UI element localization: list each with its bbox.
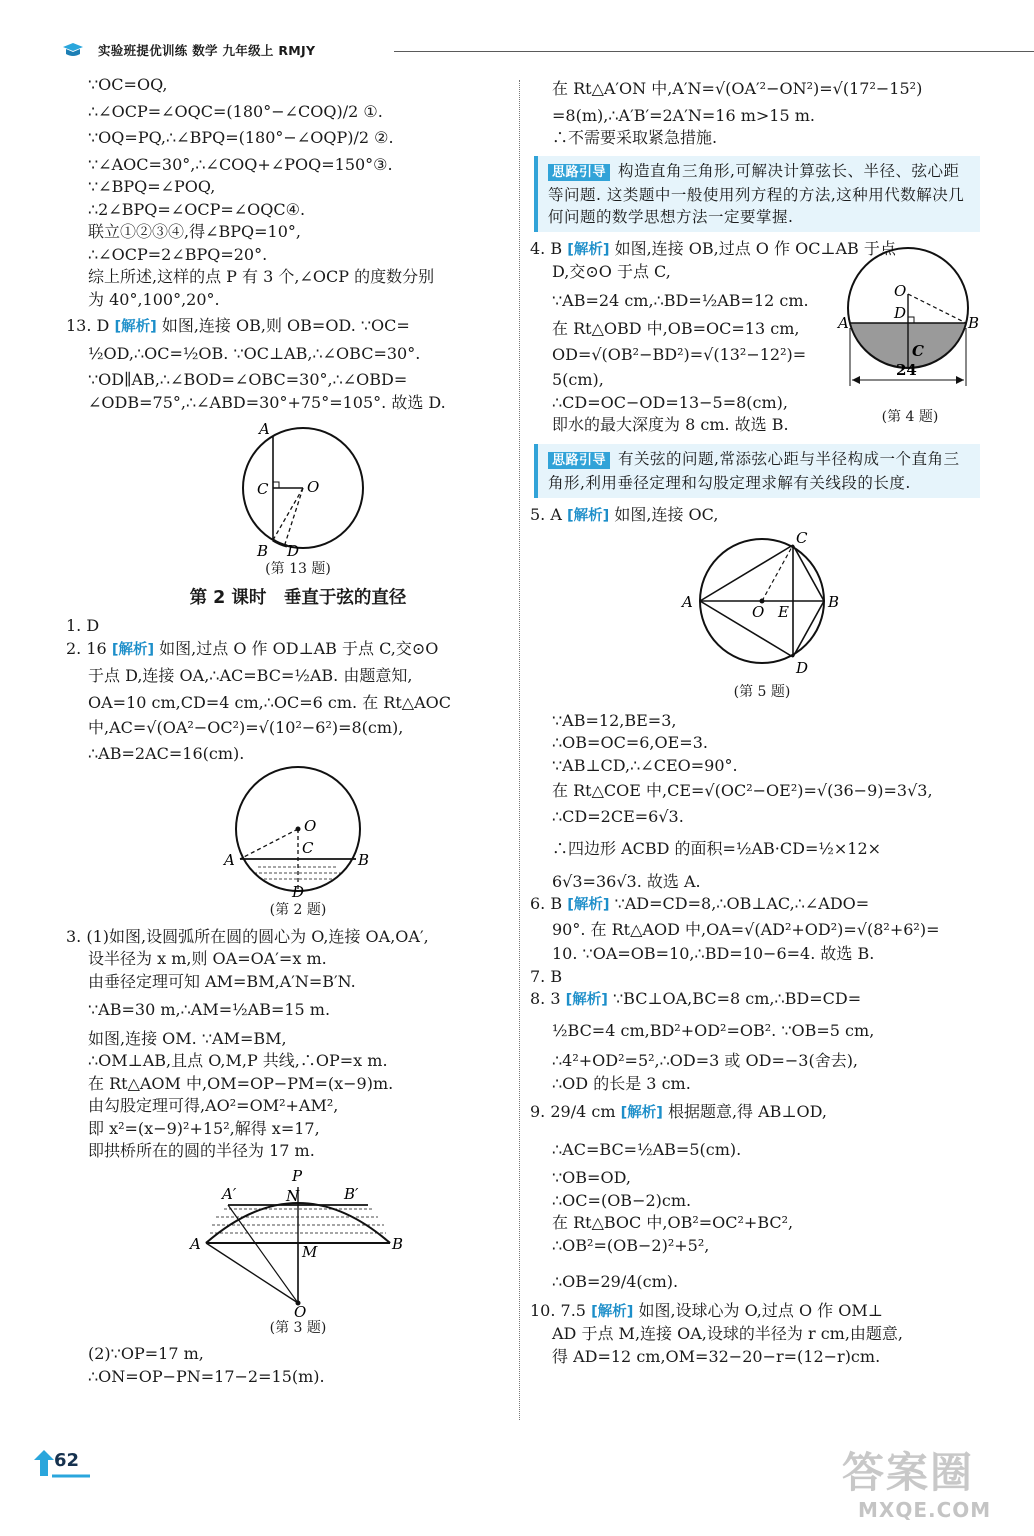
analysis-tag: [解析]	[114, 319, 157, 335]
label-o: O	[304, 817, 317, 835]
label-o: O	[752, 603, 765, 621]
text-line: 中,AC=√(OA²−OC²)=√(10²−6²)=8(cm),	[88, 718, 404, 737]
tip-box-1	[534, 156, 980, 232]
page-header	[62, 40, 972, 62]
question-7: 7. B	[530, 966, 563, 986]
question-number: 4. B	[530, 238, 563, 258]
text-line: ∴CD=2CE=6√3.	[552, 806, 684, 826]
analysis-tag: [解析]	[565, 992, 608, 1008]
text-line: 根据题意,得 AB⊥OD,	[667, 1102, 827, 1121]
analysis-tag: [解析]	[111, 641, 155, 658]
figure-5	[672, 529, 852, 679]
analysis-tag: [解析]	[591, 1303, 634, 1320]
question-3	[66, 926, 508, 1389]
text-line: OD=√(OB²−BD²)=√(13²−12²)=	[552, 344, 807, 364]
label-d: D	[796, 659, 809, 677]
text-line: ∴OB=29/4(cm).	[552, 1272, 679, 1291]
analysis-tag: [解析]	[567, 897, 610, 913]
label-m: M	[302, 1242, 318, 1261]
text-line: 即拱桥所在的圆的半径为 17 m.	[88, 1141, 315, 1160]
text-line: ∵BC⊥OA,BC=8 cm,∴BD=CD=	[612, 989, 862, 1008]
column-divider	[519, 80, 520, 1420]
text-line: ∴四边形 ACBD 的面积=½AB·CD=½×12×	[552, 839, 882, 858]
text-line: OA=10 cm,CD=4 cm,∴OC=6 cm. 在 Rt△AOC	[88, 692, 452, 712]
text-line: ∵OD∥AB,∴∠BOD=∠OBC=30°,∴∠OBD=	[88, 370, 408, 389]
text-line: 即 x²=(x−9)²+15²,解得 x=17,	[88, 1118, 320, 1138]
text-line: (2)∵OP=17 m,	[88, 1344, 204, 1363]
label-b-prime: B′	[344, 1184, 359, 1203]
text-line: ∴AB=2AC=16(cm).	[88, 743, 245, 763]
question-number: 10. 7.5	[530, 1300, 586, 1320]
text-line: 由垂径定理可知 AM=BM,A′N=B′N.	[88, 971, 356, 991]
label-a: A	[224, 851, 235, 869]
text-line: ∵∠AOC=30°,∴∠COQ+∠POQ=150°③.	[88, 154, 393, 174]
text-line: 90°. 在 Rt△AOD 中,OA=√(AD²+OD²)=√(8²+6²)=	[552, 919, 940, 939]
figure-2	[218, 767, 378, 901]
text-line: 如图,连接 OB,则 OB=OD. ∵OC=	[161, 316, 410, 335]
text-line: ∴不需要采取紧急措施.	[552, 128, 718, 147]
text-line: ∵OC=OQ,	[88, 75, 168, 94]
label-c: C	[912, 341, 924, 360]
figure-caption: (第 2 题)	[269, 902, 327, 918]
text-line: ∴∠OCP=2∠BPQ=20°.	[88, 244, 268, 264]
text-line: 如图,设球心为 O,过点 O 作 OM⊥	[638, 1300, 883, 1320]
text-line: 3. (1)如图,设圆弧所在圆的圆心为 O,连接 OA,OA′,	[66, 926, 429, 946]
question-6	[530, 893, 972, 966]
text-line: 10. ∵OA=OB=10,∴BD=10−6=4. 故选 B.	[552, 944, 875, 963]
text-line: 即水的最大深度为 8 cm. 故选 B.	[552, 415, 789, 434]
label-n: N	[286, 1186, 300, 1205]
label-b: B	[968, 313, 980, 332]
tip-text: 有关弦的问题,常添弦心距与半径构成一个直角三角形,利用垂径定理和勾股定理求解有关线段的长度.	[548, 449, 960, 492]
figure-caption: (第 3 题)	[269, 1319, 327, 1336]
text-line: 6√3=36√3. 故选 A.	[552, 871, 701, 891]
text-line: ∵AB=12,BE=3,	[552, 710, 677, 730]
text-line: 5(cm),	[552, 370, 604, 389]
text-line: 由勾股定理可得,AO²=OM²+AM²,	[88, 1096, 339, 1115]
text-line: 综上所述,这样的点 P 有 3 个,∠OCP 的度数分别	[88, 267, 435, 286]
question-9	[530, 1101, 972, 1294]
text-line: 设半径为 x m,则 OA=OA′=x m.	[88, 949, 327, 968]
watermark-logo-text: 答案圈	[842, 1448, 975, 1497]
text-line: 在 Rt△BOC 中,OB²=OC²+BC²,	[552, 1213, 794, 1232]
text-line: ∵AB⊥CD,∴∠CEO=90°.	[552, 755, 738, 775]
text-line: 如图,过点 O 作 OD⊥AB 于点 C,交⊙O	[159, 638, 439, 658]
label-d: D	[292, 883, 305, 901]
question-number: 13. D	[66, 316, 110, 335]
label-b: B	[828, 593, 840, 611]
question-number: 9. 29/4 cm	[530, 1102, 616, 1121]
text-line: ∴OM⊥AB,且点 O,M,P 共线,∴OP=x m.	[88, 1051, 388, 1070]
question-number: 8. 3	[530, 989, 561, 1008]
text-line: 如图,连接 OC,	[614, 504, 719, 524]
question-13	[66, 315, 508, 581]
right-column	[530, 74, 980, 1368]
text-line: ∴OC=(OB−2)cm.	[552, 1190, 692, 1210]
text-line: ½OD,∴OC=½OB. ∵OC⊥AB,∴∠OBC=30°.	[88, 343, 421, 363]
tip-label: 思路引导	[548, 164, 610, 181]
label-a: A	[682, 593, 693, 611]
figure-13	[223, 416, 373, 560]
label-o: O	[307, 478, 320, 496]
text-line: 为 40°,100°,20°.	[88, 289, 220, 309]
text-line: ∵∠BPQ=∠POQ,	[88, 177, 216, 196]
watermark-url: MXQE.COM	[858, 1498, 992, 1522]
text-line: ∠ODB=75°,∴∠ABD=30°+75°=105°. 故选 D.	[88, 392, 446, 412]
analysis-tag: [解析]	[567, 241, 610, 258]
label-b: B	[358, 851, 370, 869]
text-line: ∵OQ=PQ,∴∠BPQ=(180°−∠OQP)/2 ②.	[88, 128, 394, 147]
text-line: ∵AD=CD=8,∴OB⊥AC,∴∠ADO=	[614, 894, 870, 913]
figure-caption: (第 4 题)	[881, 409, 939, 425]
text-line: ½BC=4 cm,BD²+OD²=OB². ∵OB=5 cm,	[552, 1020, 875, 1040]
label-o: O	[294, 1302, 307, 1321]
text-line: ∴AC=BC=½AB=5(cm).	[552, 1139, 742, 1159]
question-1: 1. D	[66, 616, 100, 635]
text-line: 联立①②③④,得∠BPQ=10°,	[88, 222, 301, 241]
text-line: ∵OB=OD,	[552, 1168, 631, 1187]
question-number: 5. A	[530, 504, 562, 524]
text-line: 在 Rt△COE 中,CE=√(OC²−OE²)=√(36−9)=3√3,	[552, 781, 933, 800]
tip-label: 思路引导	[548, 452, 610, 469]
question-4	[530, 238, 980, 438]
text-line: =8(m),∴A′B′=2A′N=16 m>15 m.	[552, 105, 815, 125]
figure-3	[188, 1165, 408, 1321]
text-line: 如图,连接 OM. ∵AM=BM,	[88, 1028, 287, 1048]
analysis-tag: [解析]	[567, 507, 610, 524]
text-line: D,交⊙O 于点 C,	[552, 262, 671, 281]
watermark	[830, 1440, 1000, 1530]
text-line: ∴OD 的长是 3 cm.	[552, 1073, 691, 1093]
text-line: ∵AB=30 m,∴AM=½AB=15 m.	[88, 1000, 331, 1019]
label-b: B	[257, 542, 269, 560]
analysis-tag: [解析]	[620, 1105, 663, 1121]
text-line: ∴4²+OD²=5²,∴OD=3 或 OD=−3(舍去),	[552, 1051, 859, 1070]
text-line: 如图,连接 OB,过点 O 作 OC⊥AB 于点	[614, 238, 896, 258]
text-line: ∴ON=OP−PN=17−2=15(m).	[88, 1366, 325, 1386]
section-title: 第 2 课时 垂直于弦的直径	[189, 587, 407, 608]
question-8	[530, 988, 972, 1095]
label-a-prime: A′	[222, 1184, 237, 1203]
question-10	[530, 1300, 972, 1369]
text-line: ∴OB²=(OB−2)²+5²,	[552, 1235, 710, 1255]
header-title: 实验班提优训练 数学 九年级上 RMJY	[98, 43, 316, 58]
label-p: P	[292, 1166, 303, 1185]
tip-text: 构造直角三角形,可解决计算弦长、半径、弦心距等问题. 这类题中一般使用列方程的方法,这种用代数解决几何问题的数学思想方法一定要掌握.	[548, 161, 965, 226]
dimension-label: 24	[896, 360, 917, 379]
left-p1	[88, 74, 508, 311]
header-rule	[394, 51, 1034, 52]
question-2	[66, 638, 508, 922]
label-e: E	[778, 603, 789, 621]
question-number: 2. 16	[66, 638, 107, 658]
text-line: 于点 D,连接 OA,∴AC=BC=½AB. 由题意知,	[88, 666, 413, 685]
label-a: A	[838, 313, 849, 332]
label-c: C	[257, 480, 269, 498]
label-a: A	[190, 1234, 201, 1253]
text-line: 在 Rt△A′ON 中,A′N=√(OA′²−ON²)=√(17²−15²)	[552, 79, 923, 98]
book-logo-icon	[62, 42, 84, 58]
question-5	[530, 504, 972, 894]
left-column	[66, 74, 508, 1388]
text-line: 得 AD=12 cm,OM=32−20−r=(12−r)cm.	[552, 1346, 881, 1366]
label-o: O	[894, 281, 907, 300]
label-c: C	[302, 839, 314, 857]
text-line: ∴CD=OC−OD=13−5=8(cm),	[552, 392, 789, 412]
label-b: B	[392, 1234, 404, 1253]
label-d: D	[894, 303, 907, 322]
question-number: 6. B	[530, 894, 563, 913]
text-line: ∴OB=OC=6,OE=3.	[552, 733, 708, 752]
page-number-badge	[30, 1448, 94, 1478]
label-a: A	[259, 420, 270, 438]
text-line: 在 Rt△AOM 中,OM=OP−PM=(x−9)m.	[88, 1073, 394, 1093]
text-line: AD 于点 M,连接 OA,设球的半径为 r cm,由题意,	[552, 1324, 903, 1343]
label-d: D	[287, 542, 300, 560]
tip-box-2	[534, 444, 980, 498]
page-number: 62	[54, 1450, 80, 1471]
label-c: C	[796, 529, 808, 547]
text-line: ∴2∠BPQ=∠OCP=∠OQC④.	[88, 199, 306, 219]
figure-caption: (第 5 题)	[733, 684, 791, 700]
figure-4	[840, 244, 980, 414]
text-line: ∵AB=24 cm,∴BD=½AB=12 cm.	[552, 290, 809, 310]
text-line: 在 Rt△OBD 中,OB=OC=13 cm,	[552, 319, 800, 338]
figure-caption: (第 13 题)	[265, 561, 331, 577]
text-line: ∴∠OCP=∠OQC=(180°−∠COQ)/2 ①.	[88, 101, 383, 121]
right-p1	[552, 78, 972, 150]
